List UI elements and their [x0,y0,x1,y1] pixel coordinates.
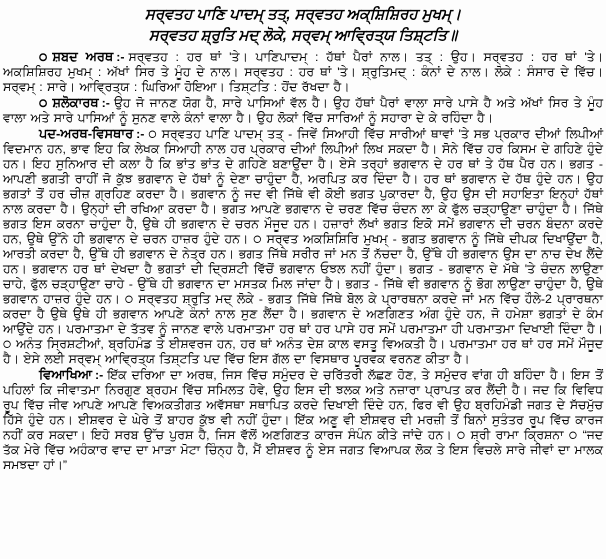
section-heading-shabad-arth: ਸ਼ਬਦ ਅਰਥ [52,49,114,64]
heading-separator: :- [95,368,104,382]
section-heading-pad-arth-visthar: ਪਦ-ਅਰਥ-ਵਿਸਥਾਰ [39,126,134,141]
shloka-header [3,4,603,46]
section-shabad-arth [3,49,603,95]
section-heading-viakhia: ਵਿਆਖਿਆ [39,367,93,382]
section-body-pad-arth-visthar: ੦ ਸਰ੍ਵਤਹ ਪਾਣਿ ਪਾਦਮ੍ ਤਤ੍ - ਜਿਵੇਂ ਸਿਆਹੀ ਵਿੱਚ ਸਾਰੀਆਂ ਥਾਵਾਂ 'ਤੇ ਸਭ ਪ੍ਰਕਾਰ ਦੀਆਂ ਲਿਪੀਆਂ ਵਿਦਮਾਨ ਹਨ, ਭਾਵ ਇਹ ਕਿ ਲੇਖਕ ਸਿਆਹੀ ਨਾਲ ਹਰ ਪ੍ਰਕਾਰ ਦੀਆਂ ਲਿਪੀਆਂ ਲਿਖ ਸਕਦਾ ਹੈ। ਸੋਨੇ ਵਿੱਚ ਹਰ ਕਿਸਮ ਦੇ ਗਹਿਣੇ ਹੁੰਦੇ ਹਨ। ਇਹ ਸੁਨਿਆਰ ਦੀ ਕਲਾ ਹੈ ਕਿ ਭਾਂਤ ਭਾਂਤ ਦੇ ਗਹਿਣੇ ਬਣਾਉਂਦਾ ਹੈ। ਏਸੇ ਤਰ੍ਹਾਂ ਭਗਵਾਨ ਦੇ ਹਰ ਥਾਂ ਤੇ ਹੱਥ ਪੈਰ ਹਨ। ਭਗਤ - ਆਪਣੀ ਭਗਤੀ ਰਾਹੀਂ ਜੋ ਕੁੱਝ ਭਗਵਾਨ ਦੇ ਹੱਥਾਂ ਨੂੰ ਦੇਣਾ ਚਾਹੁੰਦਾ ਹੈ, ਅਰਪਿਤ ਕਰ ਦਿੰਦਾ ਹੈ। ਹਰ ਥਾਂ ਭਗਵਾਨ ਦੇ ਹੱਥ ਹੁੰਦੇ ਹਨ। ਉਹ ਭਗਤਾਂ ਤੋਂ ਹਰ ਚੀਜ਼ ਗ੍ਰਹਿਣ ਕਰਦਾ ਹੈ। ਭਗਵਾਨ ਨੂੰ ਜਦ ਵੀ ਜਿੱਥੇ ਵੀ ਕੋਈ ਭਗਤ ਪੁਕਾਰਦਾ ਹੈ, ਉਹ ਉਸ ਦੀ ਸਹਾਇਤਾ ਇਨ੍ਹਾਂ ਹੱਥਾਂ ਨਾਲ ਕਰਦਾ ਹੈ। ਉਨ੍ਹਾਂ ਦੀ ਰਖਿਆ ਕਰਦਾ ਹੈ। ਭਗਤ ਆਪਣੇ ਭਗਵਾਨ ਦੇ ਚਰਣ ਵਿੱਚ ਚੰਦਨ ਲਾ ਕੇ ਫੁੱਲ ਚੜ੍ਹਾਉਣਾ ਚਾਹੁੰਦਾ ਹੈ। ਜਿੱਥੇ ਭਗਤ ਇਸ ਕਰਨਾ ਚਾਹੁੰਦਾ ਹੈ, ਉਥੇ ਹੀ ਭਗਵਾਨ ਦੇ ਚਰਨ ਮੌਜੂਦ ਹਨ। ਹਜ਼ਾਰਾਂ ਲੱਖਾਂ ਭਗਤ ਇਕੋ ਸਮੇਂ ਭਗਵਾਨ ਦੀ ਚਰਨ ਬੰਦਨਾ ਕਰਦੇ ਹਨ, ਉਥੇ ਉੱਨੇ ਹੀ ਭਗਵਾਨ ਦੇ ਚਰਨ ਹਾਜ਼ਰ ਹੁੰਦੇ ਹਨ। ੦ ਸਰ੍ਵਤ ਅਕਸ਼ਿਸ਼ਿਰਿ ਮੁਖਮ੍ - ਭਗਤ ਭਗਵਾਨ ਨੂੰ ਜਿੱਥੇ ਦੀਪਕ ਦਿਖਾਉਂਦਾ ਹੈ, ਆਰਤੀ ਕਰਦਾ ਹੈ, ਉੱਥੇ ਹੀ ਭਗਵਾਨ ਦੇ ਨੇਤ੍ਰ ਹਨ। ਭਗਤ ਜਿੱਥੇ ਸਰੀਰ ਜਾਂ ਮਨ ਤੋਂ ਨੱਚਦਾ ਹੈ, ਉੱਥੇ ਹੀ ਭਗਵਾਨ ਉਸ ਦਾ ਨਾਚ ਦੇਖ ਲੈਂਦੇ ਹਨ। ਭਗਵਾਨ ਹਰ ਥਾਂ ਦੇਖਦਾ ਹੈ ਭਗਤਾਂ ਦੀ ਦ੍ਰਿਸ਼ਟੀ ਵਿੱਚੋਂ ਭਗਵਾਨ ਓਝਲ ਨਹੀਂ ਹੁੰਦਾ। ਭਗਤ - ਭਗਵਾਨ ਦੇ ਮੱਥੇ 'ਤੇ ਚੰਦਨ ਲਾਉਣਾ ਚਾਹੇ, ਫੁੱਲ ਚੜ੍ਹਾਉਣਾ ਚਾਹੇ - ਉੱਥੇ ਹੀ ਭਗਵਾਨ ਦਾ ਮਸਤਕ ਮਿਲ ਜਾਂਦਾ ਹੈ। ਭਗਤ - ਜਿੱਥੇ ਵੀ ਭਗਵਾਨ ਨੂੰ ਭੋਗ ਲਾਉਣਾ ਚਾਹੁੰਦਾ ਹੈ, ਉਥੇ ਭਗਵਾਨ ਹਾਜ਼ਰ ਹੁੰਦੇ ਹਨ। ੦ ਸਰ੍ਵਤਹ ਸ਼੍ਰੁਤਿ ਮਦ੍ ਲੋਕੇ - ਭਗਤ ਜਿੱਥੇ ਜਿੱਥੇ ਬੋਲ ਕੇ ਪ੍ਰਾਰਥਨਾ ਕਰਦੇ ਜਾਂ ਮਨ ਵਿੱਚ ਹੌਲੇ-2 ਪ੍ਰਾਰਥਨਾ ਕਰਦਾ ਹੈ ਉਥੇ ਉਥੇ ਹੀ ਭਗਵਾਨ ਆਪਣੇ ਕੰਨਾਂ ਨਾਲ ਸੁਣ ਲੈਂਦਾ ਹੈ। ਭਗਵਾਨ ਦੇ ਅਣਗਿਣਤ ਅੰਗ ਹੁੰਦੇ ਹਨ, ਜੋ ਹਮੇਸ਼ਾ ਭਗਤਾਂ ਦੇ ਕੰਮ ਆਉਂਦੇ ਹਨ। ਪਰਮਾਤਮਾ ਦੇ ਤੱਤਵ ਨੂੰ ਜਾਨਣ ਵਾਲੇ ਪਰਮਾਤਮਾ ਹਰ ਥਾਂ ਹਰ ਪਾਸੇ ਹਰ ਸਮੇਂ ਪਰਮਾਤਮਾ ਹੀ ਪਰਮਾਤਮਾ ਦਿਖਾਈ ਦਿੰਦਾ ਹੈ। ੦ ਅਨੰਤ ਸ੍ਰਿਸ਼ਟੀਆਂ, ਬ੍ਰਹਿਮੰਡ ਤੇ ਈਸ਼ਵਰਜ ਹਨ, ਹਰ ਥਾਂ ਅਨੰਤ ਦੇਸ਼ ਕਾਲ ਵਸਤੂ ਵਿਅਕਤੀ ਹੈ। ਪਰਮਾਤਮਾ ਹਰ ਥਾਂ ਹਰ ਸਮੇਂ ਮੌਜੂਦ ਹੈ। ਏਸੇ ਲਈ ਸਰ੍ਵਮ੍ ਆਵ੍ਰਿਤ੍ਯ ਤਿਸ਼੍ਟਤਿ ਪਦ ਵਿੱਚ ਇਸ ਗੱਲ ਦਾ ਵਿਸਥਾਰ ਪੂਰਵਕ ਵਰਨਣ ਕੀਤਾ ਹੈ। [3,127,603,366]
section-viakhia [3,367,603,473]
section-shlokarth [3,95,603,126]
section-heading-shlokarth: ਸ਼ਲੋਕਾਰਥ [52,95,99,110]
heading-separator: :- [116,50,125,64]
bullet-icon: ੦ [39,96,48,110]
shloka-line-1: ਸਰ੍ਵਤਹ ਪਾਣਿ ਪਾਦਮ੍ ਤਤ੍, ਸਰ੍ਵਤਹ ਅਕ੍ਸ਼ਿਸ਼ਿਰਹ ਮੁਖਮ੍। [144,6,462,23]
heading-separator: :- [136,127,145,141]
bullet-icon: ੦ [39,50,48,64]
section-body-shabad-arth: ਸਰ੍ਵਤਹ : ਹਰ ਥਾਂ 'ਤੇ। ਪਾਣਿਪਾਦਮ੍ : ਹੱਥਾਂ ਪੈਰਾਂ ਨਾਲ। ਤਤ੍ : ਉਹ। ਸਰ੍ਵਤਹ : ਹਰ ਥਾਂ 'ਤੇ। ਅਕਸ਼ਿਸ਼ਿਰਹ ਮੁਖਮ੍ : ਅੱਖਾਂ ਸਿਰ ਤੇ ਮੂੰਹ ਦੇ ਨਾਲ। ਸਰ੍ਵਤਹ : ਹਰ ਥਾਂ 'ਤੇ। ਸ਼੍ਰੁਤਿਮਦ੍ : ਕੰਨਾਂ ਦੇ ਨਾਲ। ਲੋਕੇ : ਸੰਸਾਰ ਦੇ ਵਿੱਚ। ਸਰ੍ਵਮ੍ : ਸਾਰੇ। ਆਵ੍ਰਿਤ੍ਯ : ਘਿਰਿਆ ਹੋਇਆ। ਤਿਸ਼੍ਟਤਿ : ਹੋਂਦ ਰੱਖਦਾ ਹੈ। [3,50,603,94]
section-pad-arth-visthar [3,126,603,367]
section-body-viakhia: ਇੱਕ ਦਰਿਆ ਦਾ ਅਰਥ, ਜਿਸ ਵਿੱਚ ਸਮੁੰਦਰ ਦੇ ਚਰਿੱਤਰੀ ਲੱਛਣ ਹੋਣ, ਤੇ ਸਮੁੰਦਰ ਵਾਂਗ ਹੀ ਬਹਿੰਦਾ ਹੈ। ਇਸ ਤੋਂ ਪਹਿਲਾਂ ਕਿ ਜੀਵਾਤਮਾ ਨਿਰਗੁਣ ਬ੍ਰਹਮ ਵਿੱਚ ਸਮਿਲਤ ਹੋਵੇ, ਉਹ ਇਸ ਦੀ ਝਲਕ ਅਤੇ ਨਜ਼ਾਰਾ ਪ੍ਰਾਪਤ ਕਰ ਲੈਂਦੀ ਹੈ। ਜਦ ਕਿ ਵਿਵਿਧ ਰੂਪ ਵਿੱਚ ਜੀਵ ਆਪਣੇ ਆਪਣੇ ਵਿਅਕਤੀਗਤ ਅਵੱਸਥਾ ਸਥਾਪਿਤ ਕਰਦੇ ਦਿਖਾਈ ਦਿੰਦੇ ਹਨ, ਫਿਰ ਵੀ ਉਹ ਬ੍ਰਹਿਮੰਡੀ ਜਗਤ ਦੇ ਸੱਚਮੁੱਚ ਹਿੱਸੇ ਹੁੰਦੇ ਹਨ। ਈਸ਼ਵਰ ਦੇ ਘੇਰੇ ਤੋਂ ਬਾਹਰ ਕੁੱਝ ਵੀ ਨਹੀਂ ਹੁੰਦਾ। ਇੱਕ ਅਣੂ ਵੀ ਈਸ਼ਵਰ ਦੀ ਮਰਜ਼ੀ ਤੋਂ ਬਿਨਾਂ ਸੁਤੰਤਰ ਰੂਪ ਵਿੱਚ ਕਾਰਜ ਨਹੀਂ ਕਰ ਸਕਦਾ। ਇਹੋ ਸਰਬ ਉੱਚ ਪੁਰਸ਼ ਹੈ, ਜਿਸ ਵੱਲੋਂ ਅਣਗਿਣਤ ਕਾਰਜ ਸੰਪੰਨ ਕੀਤੇ ਜਾਂਦੇ ਹਨ। ੦ ਸ਼੍ਰੀ ਰਾਮਾ ਕ੍ਰਿਸ਼ਨਾ ੦ “ਜਦ ਤੱਕ ਮੇਰੇ ਵਿੱਚ ਅਹੰਕਾਰ ਵਾਦ ਦਾ ਮਾੜਾ ਮੋਟਾ ਚਿੰਨ੍ਹ ਹੈ, ਮੈਂ ਈਸ਼ਵਰ ਨੂੰ ਏਸ ਜਗਤ ਵਿਆਪਕ ਲੋਕ ਤੇ ਇਸ ਵਿਚਲੇ ਸਾਰੇ ਜੀਵਾਂ ਦਾ ਮਾਲਕ ਸਮਝਦਾ ਹਾਂ।” [3,368,603,472]
shloka-line-2: ਸਰ੍ਵਤਹ ਸ਼੍ਰੁਤਿ ਮਦ੍ ਲੋਕੇ, ਸਰ੍ਵਮ੍ ਆਵ੍ਰਿਤ੍ਯ ਤਿਸ਼੍ਟਤਿ॥ [148,27,458,44]
section-body-shlokarth: ਉਹ ਜੋ ਜਾਨਣ ਯੋਗ ਹੈ, ਸਾਰੇ ਪਾਸਿਆਂ ਵੱਲ ਹੈ। ਉਹ ਹੱਥਾਂ ਪੈਰਾਂ ਵਾਲਾ ਸਾਰੇ ਪਾਸੇ ਹੈ ਅਤੇ ਅੱਖਾਂ ਸਿਰ ਤੇ ਮੂੰਹ ਵਾਲਾ ਅਤੇ ਸਾਰੇ ਪਾਸਿਆਂ ਨੂੰ ਸੁਨਣ ਵਾਲੇ ਕੰਨਾਂ ਵਾਲਾ ਹੈ। ਉਹ ਲੋਕਾਂ ਵਿੱਚ ਸਾਰਿਆਂ ਨੂੰ ਸਹਾਰਾ ਦੇ ਕੇ ਰਹਿੰਦਾ ਹੈ। [3,96,603,125]
heading-separator: :- [101,96,110,110]
